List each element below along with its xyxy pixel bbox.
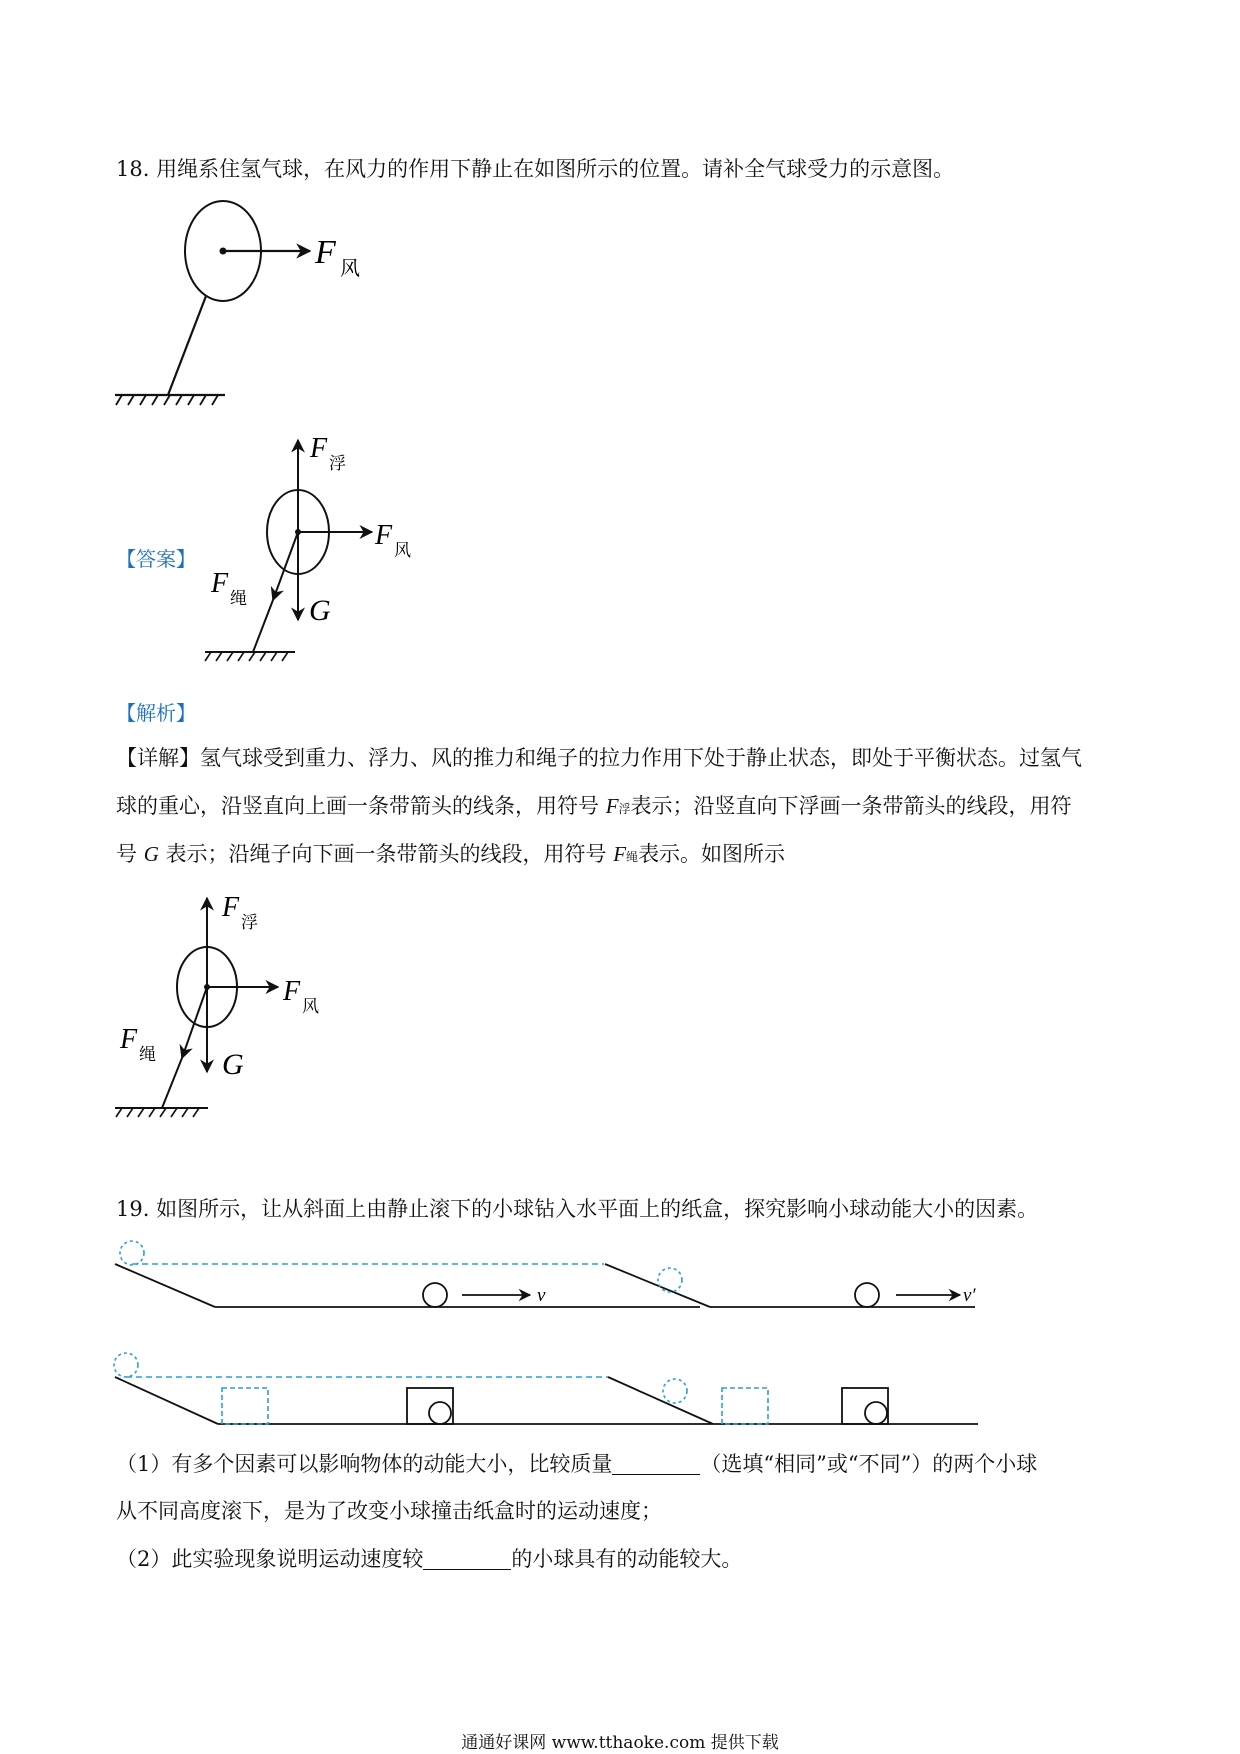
q19-text: 19. 如图所示，让从斜面上由静止滚下的小球钻入水平面上的纸盒，探究影响小球动能大小的因素。 xyxy=(116,1197,1039,1221)
svg-text:风: 风 xyxy=(302,997,319,1016)
svg-text:F: F xyxy=(211,568,229,599)
answer-blank-2[interactable] xyxy=(423,1547,511,1570)
svg-text:F: F xyxy=(283,976,301,1007)
svg-text:绳: 绳 xyxy=(139,1045,156,1064)
detail-figure xyxy=(110,890,350,1130)
wind-force-label: F xyxy=(315,234,336,271)
svg-text:浮: 浮 xyxy=(241,913,258,932)
q19-figure xyxy=(110,1238,990,1433)
analysis-tag: 【解析】 xyxy=(116,701,196,725)
answer-figure xyxy=(195,432,435,672)
rope xyxy=(168,296,206,395)
top-experiment xyxy=(115,1241,976,1307)
svg-text:v: v xyxy=(537,1285,546,1306)
svg-text:F: F xyxy=(375,520,393,551)
detail-line-2: 球的重心，沿竖直向上画一条带箭头的线条，用符号 F浮表示；沿竖直向下浮画一条带箭头的线段，用符 xyxy=(116,794,1072,818)
svg-text:G: G xyxy=(222,1048,244,1081)
q18-figure xyxy=(110,195,390,420)
q19-part1-line2: 从不同高度滚下，是为了改变小球撞击纸盒时的运动速度； xyxy=(116,1499,662,1523)
rope-tension-arrow xyxy=(273,532,298,600)
answer-blank-1[interactable] xyxy=(612,1452,700,1475)
q19-part1-line1: （1）有多个因素可以影响物体的动能大小，比较质量 （选填“相同”或“不同”）的两个小球 xyxy=(116,1452,1038,1476)
svg-text:F: F xyxy=(120,1024,138,1055)
footer: 通通好课网 www.tthaoke.com 提供下载 xyxy=(461,1733,779,1753)
answer-tag: 【答案】 xyxy=(116,547,196,571)
svg-text:风: 风 xyxy=(394,541,411,560)
detail-line-3: 号 G 表示；沿绳子向下画一条带箭头的线段，用符号 F绳表示。如图所示 xyxy=(116,842,786,866)
bottom-experiment xyxy=(114,1353,978,1424)
svg-text:绳: 绳 xyxy=(230,589,247,608)
svg-text:浮: 浮 xyxy=(329,454,346,473)
q19-part2: （2）此实验现象说明运动速度较 的小球具有的动能较大。 xyxy=(116,1547,743,1571)
svg-text:F: F xyxy=(222,892,240,923)
q18-text: 18. 用绳系住氢气球，在风力的作用下静止在如图所示的位置。请补全气球受力的示意图。 xyxy=(116,157,955,181)
detail-line-1: 【详解】氢气球受到重力、浮力、风的推力和绳子的拉力作用下处于静止状态，即处于平衡状态。过氢气 xyxy=(116,746,1082,770)
svg-text:风: 风 xyxy=(340,258,360,280)
svg-text:F: F xyxy=(310,433,328,464)
svg-text:G: G xyxy=(309,594,331,627)
svg-text:v′: v′ xyxy=(963,1285,976,1306)
